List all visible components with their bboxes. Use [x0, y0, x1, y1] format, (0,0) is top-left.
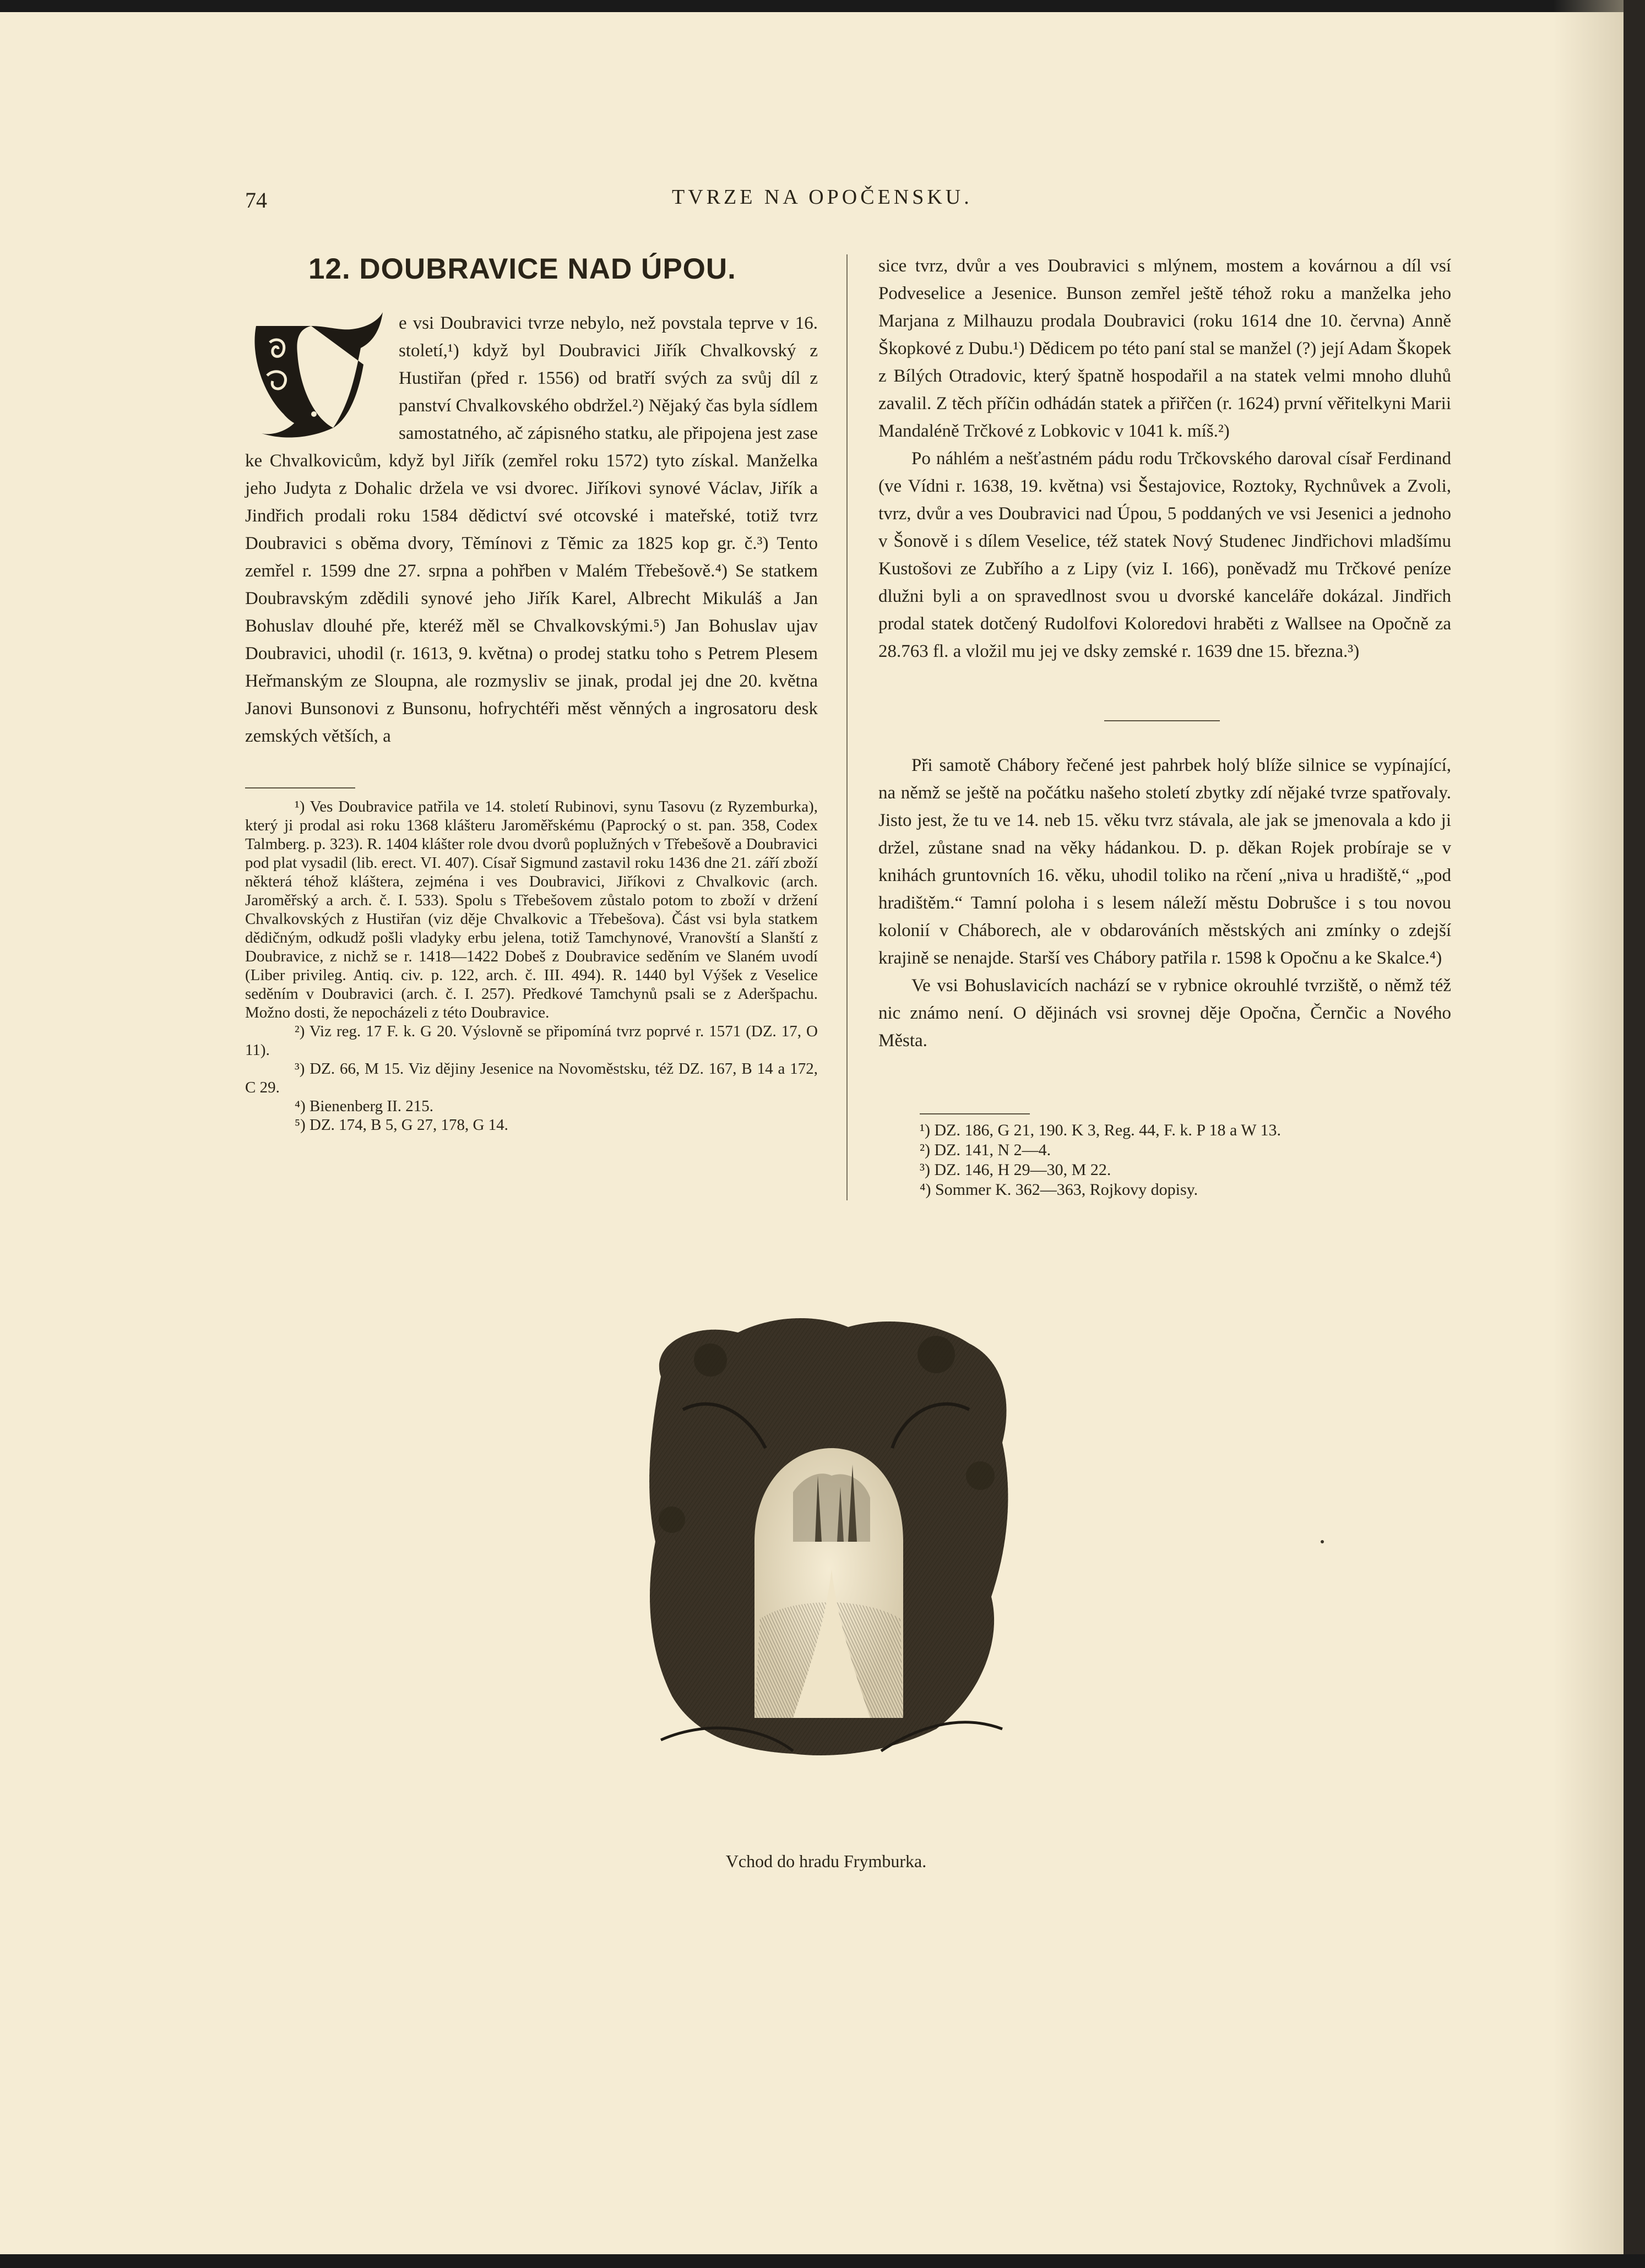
- right-text-column-top: [878, 252, 1451, 665]
- footnote: ⁴) Sommer K. 362—363, Rojkovy dopisy.: [920, 1181, 1198, 1199]
- right-paragraph-2: Po náhlém a nešťastném pádu rodu Trčkovského daroval císař Ferdinand (ve Vídni r. 1638, 19. května) vsi Šestajovice, Roztoky, Rychnůvek a Zvoli, tvrz, dvůr a ves Doubravici nad Úpou, 5 poddaných ve vsi Jesenici a jednoho v Šonově i s dílem Veselice, též statek Nový Studenec Jindřichovi mladšímu Kustošovi ze Zubřího a z Lipy (viz I. 166), poněvadž mu Trčkové peníze dlužni byli a on spravedlnost svou u dvorské kanceláře dokázal. Jindřich prodal statek dotčený Rudolfovi Koloredovi hraběti z Wallsee na Opočně za 28.763 fl. a vložil mu jej ve dsky zemské r. 1639 dne 15. března.³): [878, 449, 1451, 661]
- scan-right-edge: [1624, 0, 1645, 2268]
- scan-top-edge: [0, 0, 1645, 12]
- running-title: TVRZE NA OPOČENSKU.: [672, 186, 973, 209]
- right-text-column-bottom: [878, 752, 1451, 1054]
- footnote: ³) DZ. 146, H 29—30, M 22.: [920, 1161, 1111, 1179]
- footnote: ³) DZ. 66, M 15. Viz dějiny Jesenice na Novoměstsku, též DZ. 167, B 14 a 172, C 29.: [245, 1060, 818, 1096]
- footnote: ²) DZ. 141, N 2—4.: [920, 1141, 1051, 1159]
- footnote: ¹) Ves Doubravice patřila ve 14. století Rubinovi, synu Tasovu (z Ryzemburka), který ji prodal asi roku 1368 klášteru Jaroměřskému (Paprocký o st. pan. 358, Codex Talmberg. p. 323). R. 1404 klášter role dvou dvorů poplužných v Třebešově a Doubravici pod plat vysadil (lib. erect. VI. 407). Císař Sigmund zastavil roku 1436 dne 21. září zboží některá téhož kláštera, zejména i ves Doubravici, Jiříkovi z Chvalkovic (arch. Jaroměřský a arch. č. I. 533). Spolu s Třebešovem zůstalo potom to zboží v držení Chvalkovských z Hustiřan (viz děje Chvalkovic a Třebešova). Část vsi byla statkem dědičným, odkudž pošli vladyky erbu jelena, totiž Tamchynové, Vranovští a Slanští z Doubravice, z nichž se r. 1418—1422 Dobeš z Doubravice seděním ve Slaném uvodí (Liber privileg. Antiq. civ. p. 122, arch. č. III. 494). R. 1440 byl Výšek z Veselice seděním v Doubravici (arch. č. I. 257). Předkové Tamchynů psali se z Aderšpachu. Možno dosti, že nepocházeli z této Doubravice.: [245, 798, 818, 1021]
- right-paragraph-3: Při samotě Chábory řečené jest pahrbek holý blíže silnice se vypínající, na němž se ještě na počátku našeho století zbytky zdí nějaké tvrze spatřovaly. Jisto jest, že tu ve 14. neb 15. věku tvrz stávala, ale jak se jmenovala a kdo ji držel, zůstane snad na věky hádankou. D. p. děkan Rojek probíraje se v knihách gruntovních 16. věku, uhodil toliko na rčení „niva u hradiště,“ „pod hradištěm.“ Tamní poloha i s lesem náleží městu Dobrušce i s tou novou kolonií v Cháborech, ale v obdarováních městských ani zmínky o zdejší krajině se nenajde. Starší ves Chábory patřila r. 1598 k Opočnu a ke Skalce.⁴): [878, 755, 1451, 968]
- footnote: ²) Viz reg. 17 F. k. G 20. Výslovně se připomíná tvrz poprvé r. 1571 (DZ. 17, O 11).: [245, 1022, 818, 1059]
- page-gutter-shadow: [1553, 0, 1624, 2268]
- footnote-rule-right: [920, 1113, 1030, 1114]
- footnotes-left: [245, 797, 818, 1134]
- ruin-gateway-engraving: [628, 1310, 1024, 1767]
- right-paragraph-4: Ve vsi Bohuslavicích nachází se v rybnice okrouhlé tvrziště, o němž též nic známo není. O dějinách vsi srovnej děje Opočna, Černčic a Nového Města.: [878, 976, 1451, 1051]
- left-column-paragraph: e vsi Doubravici tvrze nebylo, než povstala teprve v 16. století,¹) když byl Doubravici Jiřík Chvalkovský z Hustiřan (před r. 1556) od bratří svých za svůj díl z panství Chvalkovského obdržel.²) Nějaký čas byla sídlem samostatného, ač zápisného statku, ale připojena jest zase ke Chvalkovicům, když byl Jiřík (zemřel roku 1572) tyto získal. Manželka jeho Judyta z Dohalic držela ve vsi dvorec. Jiříkovi synové Václav, Jiřík a Jindřich prodali roku 1584 dědictví své otcovské i mateřské, totiž tvrz Doubravici s oběma dvory, Těmínovi z Těmic za 1825 kop gr. č.³) Tento zemřel r. 1599 dne 27. srpna a pohřben v Malém Třebešově.⁴) Se statkem Doubravským zdědili synové jeho Jiřík Karel, Albrecht Mikuláš a Jan Bohuslav dlouhé pře, kteréž měl se Chvalkovskými.⁵) Jan Bohuslav ujav Doubravici, uhodil (r. 1613, 9. května) o prodej statku toho s Petrem Plesem Heřmanským ze Sloupna, ale rozmysliv se jinak, prodal jej dne 20. května Janovi Bunsonovi z Bunsonu, hofrychtéři měst věnných a ingrosatoru desk zemských větších, a: [245, 313, 818, 746]
- footnote: ⁵) DZ. 174, B 5, G 27, 178, G 14.: [295, 1116, 508, 1134]
- section-separator: [1104, 720, 1220, 721]
- footnote-rule-left: [245, 787, 355, 788]
- footnote: ⁴) Bienenberg II. 215.: [295, 1097, 433, 1115]
- figure-caption: Vchod do hradu Frymburka.: [725, 1851, 927, 1871]
- ink-speck: [1321, 1540, 1324, 1543]
- section-title: 12. DOUBRAVICE NAD ÚPOU.: [308, 253, 736, 285]
- left-text-column: [245, 309, 818, 750]
- scan-bottom-edge: [0, 2254, 1645, 2268]
- footnote: ¹) DZ. 186, G 21, 190. K 3, Reg. 44, F. k. P 18 a W 13.: [920, 1121, 1282, 1139]
- decorated-initial-icon: [245, 309, 386, 442]
- column-divider: [846, 254, 848, 1200]
- page-number: 74: [245, 188, 267, 213]
- right-paragraph-1: sice tvrz, dvůr a ves Doubravici s mlýnem, mostem a kovárnou a díl vsí Podveselice a Jesenice. Bunson zemřel ještě téhož roku a manželka jeho Marjana z Milhauzu prodala Doubravici (roku 1614 dne 10. června) Anně Škopkové z Dubu.¹) Dědicem po této paní stal se manžel (?) její Adam Škopek z Bílých Otradovic, který špatně hospodařil a na statek velmi mnoho dluhů zavalil. Z těch příčin odhádán statek a přiřčen (r. 1624) první věřitelkyni Marii Mandaléně Trčkové z Lobkovic v 1041 k. míš.²): [878, 256, 1451, 441]
- footnotes-right: [920, 1121, 1459, 1200]
